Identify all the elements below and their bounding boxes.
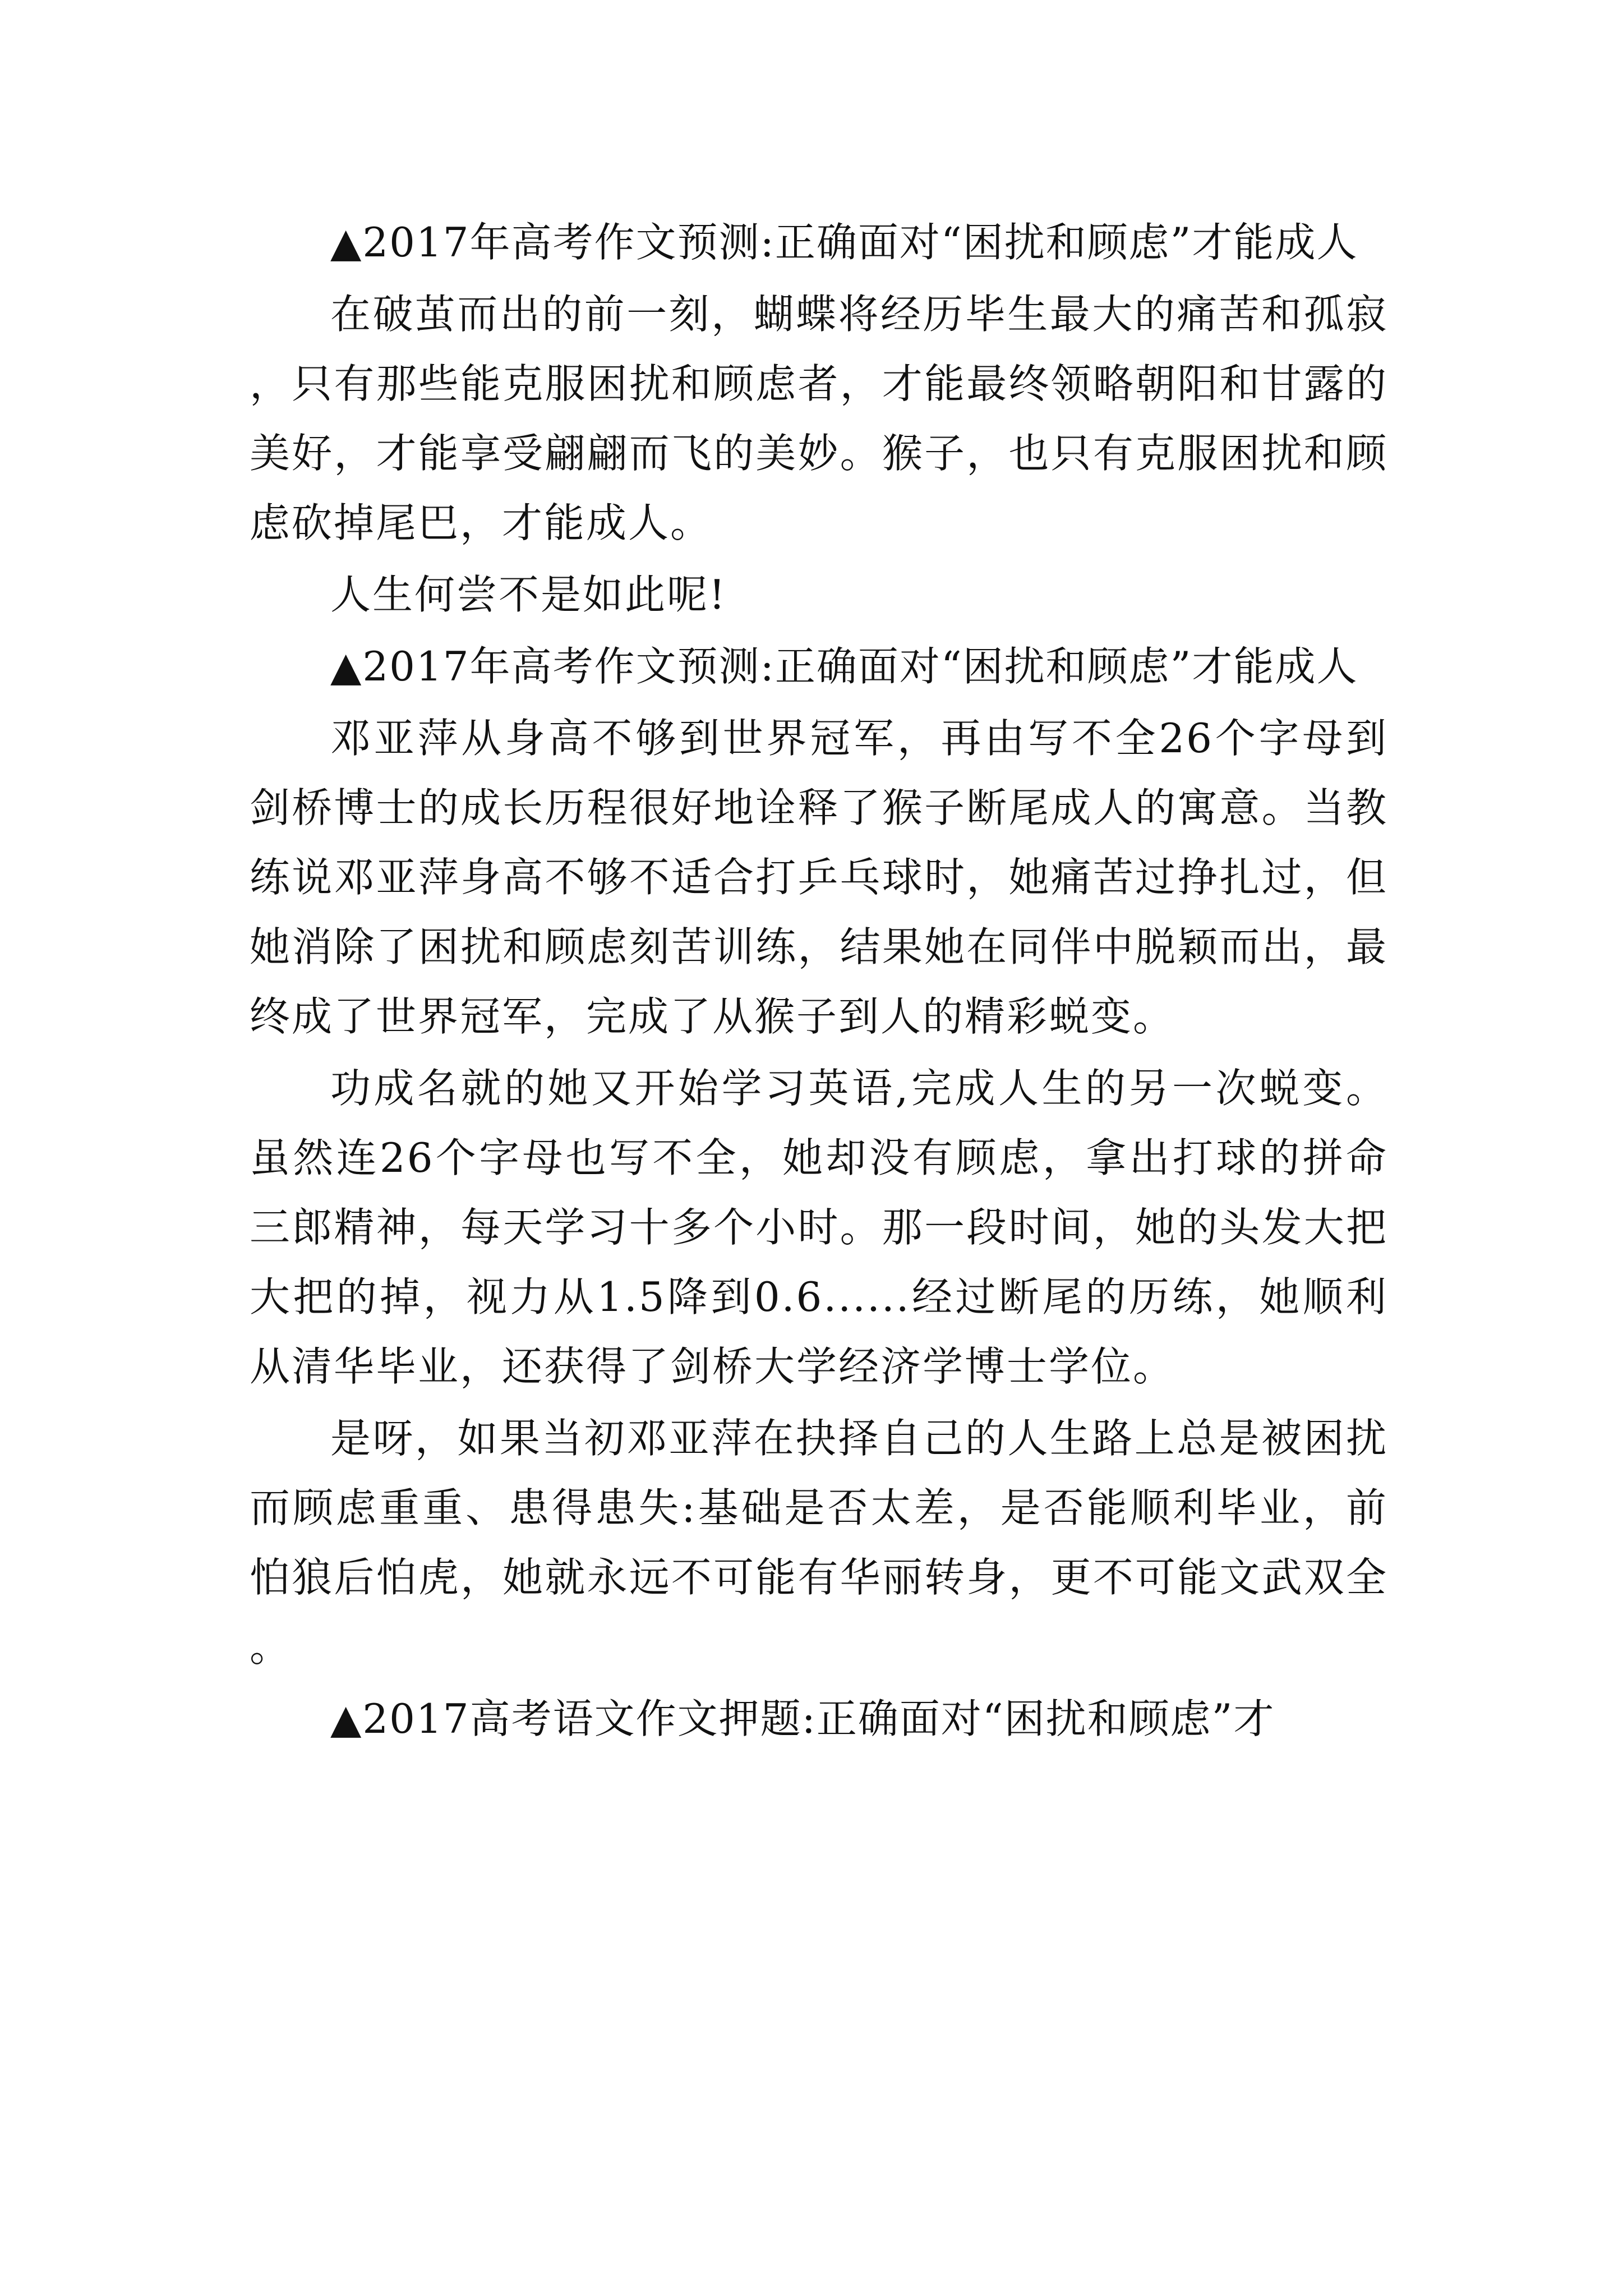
body-paragraph: 人生何尝不是如此呢!	[330, 571, 727, 618]
body-paragraph: 邓亚萍从身高不够到世界冠军，再由写不全26个字母到剑桥博士的成长历程很好地诠释了猴子断尾成人的寓意。当教练说邓亚萍身高不够不适合打乒乓球时，她痛苦过挣扎过，但她消除了困扰和顾虑刻苦训练，结果她在同伴中脱颖而出，最终成了世界冠军，完成了从猴子到人的精彩蜕变。	[250, 715, 1388, 1040]
section-heading: ▲2017年高考作文预测:正确面对“困扰和顾虑”才能成人	[330, 643, 1358, 690]
section-heading: ▲2017高考语文作文押题:正确面对“困扰和顾虑”才	[330, 1695, 1275, 1742]
document-page	[250, 208, 1388, 1756]
body-paragraph: 在破茧而出的前一刻，蝴蝶将经历毕生最大的痛苦和孤寂，只有那些能克服困扰和顾虑者，才能最终领略朝阳和甘露的美好，才能享受翩翩而飞的美妙。猴子，也只有克服困扰和顾虑砍掉尾巴，才能成人。	[250, 291, 1388, 546]
section-heading: ▲2017年高考作文预测:正确面对“困扰和顾虑”才能成人	[330, 219, 1358, 266]
body-paragraph: 功成名就的她又开始学习英语,完成人生的另一次蜕变。虽然连26个字母也写不全，她却没有顾虑，拿出打球的拼命三郎精神，每天学习十多个小时。那一段时间，她的头发大把大把的掉，视力从1.5降到0.6......经过断尾的历练，她顺利从清华毕业，还获得了剑桥大学经济学博士学位。	[250, 1065, 1388, 1390]
body-paragraph: 是呀，如果当初邓亚萍在抉择自己的人生路上总是被困扰而顾虑重重、患得患失:基础是否太差，是否能顺利毕业，前怕狼后怕虎，她就永远不可能有华丽转身，更不可能文武双全。	[250, 1415, 1388, 1671]
